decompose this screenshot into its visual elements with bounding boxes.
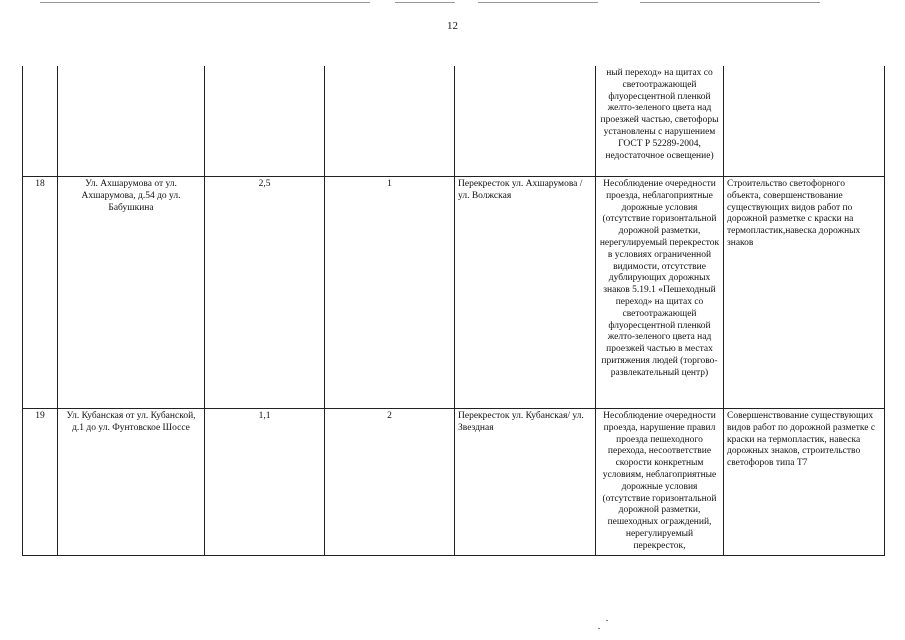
cell-num: 19 (23, 409, 58, 556)
page-number: 12 (447, 20, 458, 32)
cell-measures: Строительство светофорного объекта, совершенствование существующих видов работ по дорожной разметке с краски на термопластик,навеска дорожных знаков (724, 177, 885, 409)
cell-measures: Совершенствование существующих видов работ по дорожной разметке с краски на термопластик, навеска дорожных знаков, строительство светофоров типа Т7 (724, 409, 885, 556)
table-row (23, 409, 885, 556)
scan-edge-line (640, 2, 820, 3)
table-row-continuation (23, 66, 885, 177)
cell-dtp: 2 (325, 409, 455, 556)
cell-length: 2,5 (205, 177, 325, 409)
scan-speck (598, 628, 600, 629)
cell-dtp (325, 66, 455, 177)
cell-dtp: 1 (325, 177, 455, 409)
scan-edge-line (40, 2, 370, 3)
cell-reason: Несоблюдение очередности проезда, нарушение правил проезда пешеходного перехода, несоответствие скорости конкретным условиям, неблагоприятные дорожные условия (отсутствие горизонтальной дорожной разметки, пешеходных ограждений, нерегулируемый перекресток, (596, 409, 724, 556)
cell-measures (724, 66, 885, 177)
scan-speck (606, 620, 608, 621)
cell-street: Ул. Кубанская от ул. Кубанской, д.1 до ул. Фунтовское Шоссе (58, 409, 205, 556)
cell-street: Ул. Ахшарумова от ул. Ахшарумова, д.54 до ул. Бабушкина (58, 177, 205, 409)
scan-edge-line (478, 2, 598, 3)
scan-edge-line (395, 2, 455, 3)
cell-street (58, 66, 205, 177)
cell-reason: ный переход» на щитах со светоотражающей флуоресцентной пленкой желто-зеленого цвета над проезжей частью, светофоры установлены с нарушением ГОСТ Р 52289-2004, недостаточное освещение) (596, 66, 724, 177)
cell-length (205, 66, 325, 177)
cell-place (455, 66, 596, 177)
cell-num (23, 66, 58, 177)
road-safety-table (22, 66, 885, 556)
cell-num: 18 (23, 177, 58, 409)
cell-place: Перекресток ул. Кубанская/ ул. Звездная (455, 409, 596, 556)
cell-length: 1,1 (205, 409, 325, 556)
cell-place: Перекресток ул. Ахшарумова / ул. Волжская (455, 177, 596, 409)
table-row (23, 177, 885, 409)
cell-reason: Несоблюдение очередности проезда, неблагоприятные дорожные условия (отсутствие горизонтальной дорожной разметки, нерегулируемый перекресток в условиях ограниченной видимости, отсутствие дублирующих дорожных знаков 5.19.1 «Пешеходный переход» на щитах со светоотражающей флуоресцентной пленкой желто-зеленого цвета над проезжей частью в местах притяжения людей (торгово-развлекательный центр) (596, 177, 724, 409)
